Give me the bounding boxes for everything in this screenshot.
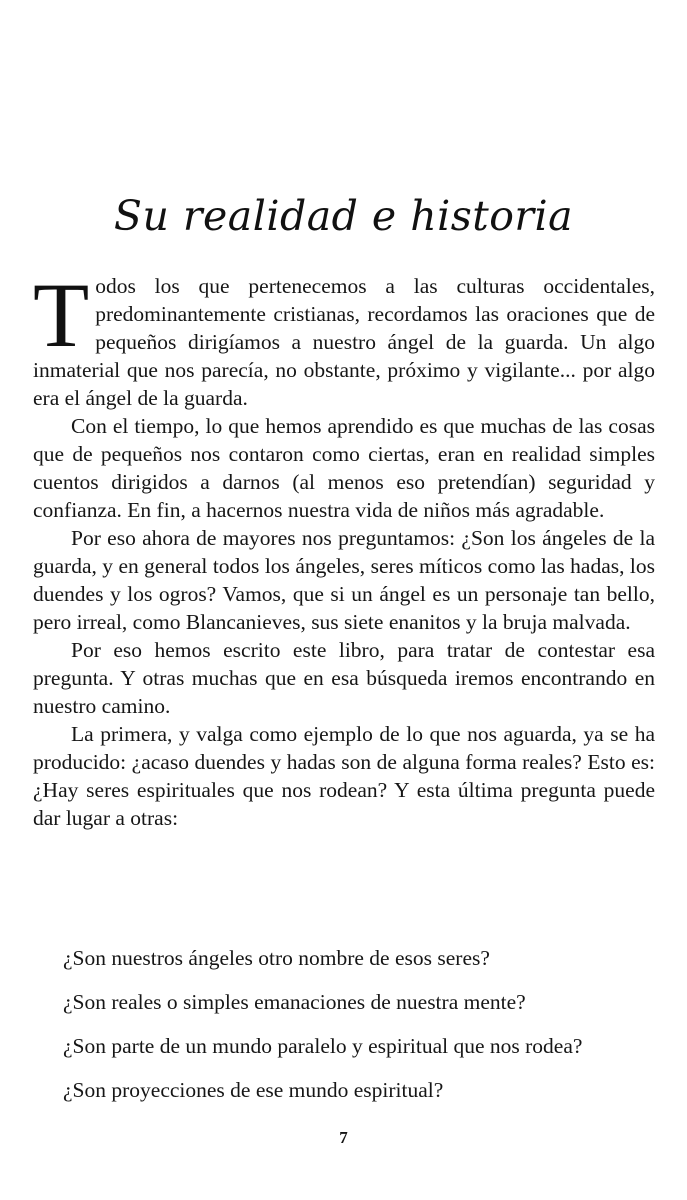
question-2: ¿Son reales o simples emanaciones de nuestra mente?	[63, 990, 526, 1014]
body-text	[33, 264, 655, 832]
paragraph-2: Con el tiempo, lo que hemos aprendido es que muchas de las cosas que de pequeños nos contaron como ciertas, eran en realidad simples cuentos dirigidos a darnos (al menos eso pretendían) seguridad y confianza. En fin, a hacernos nuestra vida de niños más agradable.	[33, 414, 655, 522]
paragraph-1-text: odos los que pertenecemos a las culturas occidentales, predominantemente cristianas, recordamos las oraciones que de pequeños dirigíamos a nuestro ángel de la guarda. Un algo inmaterial que nos parecía, no obstante, próximo y vigilante... por algo era el ángel de la guarda.	[33, 274, 655, 410]
page-number: 7	[339, 1128, 348, 1147]
paragraph-1	[33, 264, 655, 412]
chapter-title: Su realidad e historia	[113, 192, 574, 240]
question-list	[63, 944, 663, 1120]
drop-cap: T	[33, 264, 90, 366]
question-1: ¿Son nuestros ángeles otro nombre de esos seres?	[63, 946, 490, 970]
paragraph-4: Por eso hemos escrito este libro, para tratar de contestar esa pregunta. Y otras muchas que en esa búsqueda iremos encontrando en nuestro camino.	[33, 638, 655, 718]
paragraph-5: La primera, y valga como ejemplo de lo que nos aguarda, ya se ha producido: ¿acaso duendes y hadas son de alguna forma reales? Esto es: ¿Hay seres espirituales que nos rodean? Y esta última pregunta puede dar lugar a otras:	[33, 722, 655, 830]
question-4: ¿Son proyecciones de ese mundo espiritual?	[63, 1078, 444, 1102]
paragraph-3: Por eso ahora de mayores nos preguntamos: ¿Son los ángeles de la guarda, y en general todos los ángeles, seres míticos como las hadas, los duendes y los ogros? Vamos, que si un ángel es un personaje tan bello, pero irreal, como Blancanieves, sus siete enanitos y la bruja malvada.	[33, 526, 655, 634]
question-3: ¿Son parte de un mundo paralelo y espiritual que nos rodea?	[63, 1034, 583, 1058]
